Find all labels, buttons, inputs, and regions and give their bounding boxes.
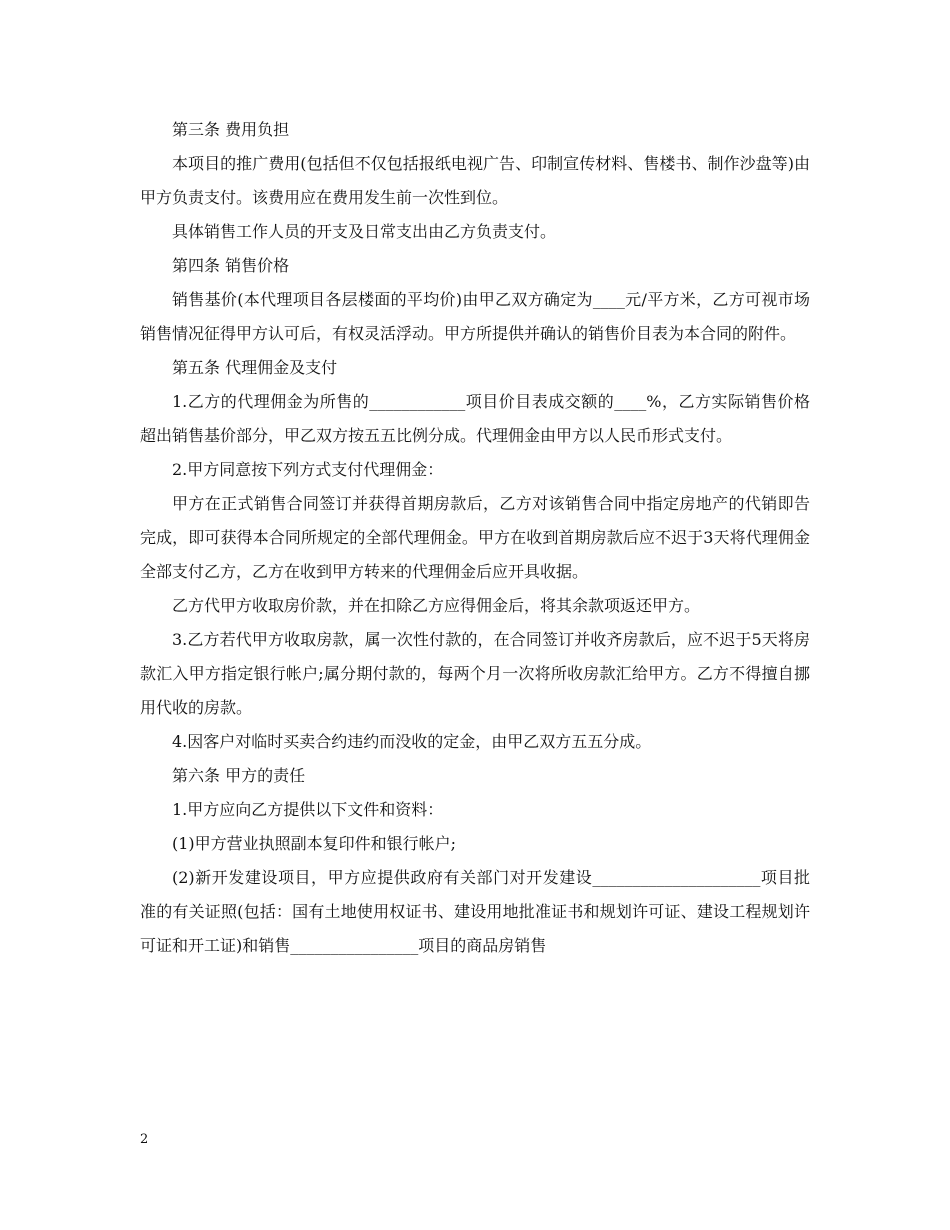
paragraph: 甲方在正式销售合同签订并获得首期房款后，乙方对该销售合同中指定房地产的代销即告完成，即可获得本合同所规定的全部代理佣金。甲方在收到首期房款后应不迟于3天将代理佣金全部支付乙方，乙方在收到甲方转来的代理佣金后应开具收据。 (140, 494, 810, 581)
article-5-heading: 第五条 代理佣金及支付 (172, 358, 338, 377)
paragraph: 具体销售工作人员的开支及日常支出由乙方负责支付。 (172, 222, 557, 241)
paragraph: 本项目的推广费用(包括但不仅包括报纸电视广告、印制宣传材料、售楼书、制作沙盘等)由甲方负责支付。该费用应在费用发生前一次性到位。 (140, 154, 810, 207)
article-4-heading: 第四条 销售价格 (172, 256, 290, 275)
paragraph: 1.甲方应向乙方提供以下文件和资料： (172, 800, 444, 819)
paragraph: 2.甲方同意按下列方式支付代理佣金： (172, 460, 444, 479)
paragraph: 销售基价(本代理项目各层楼面的平均价)由甲乙双方确定为____元/平方米，乙方可视市场销售情况征得甲方认可后，有权灵活浮动。甲方所提供并确认的销售价目表为本合同的附件。 (140, 290, 810, 343)
paragraph: 乙方代甲方收取房价款，并在扣除乙方应得佣金后，将其余款项返还甲方。 (172, 596, 701, 615)
paragraph: 1.乙方的代理佣金为所售的____________项目价目表成交额的____%，乙方实际销售价格超出销售基价部分，甲乙双方按五五比例分成。代理佣金由甲方以人民币形式支付。 (140, 392, 810, 445)
article-3-heading: 第三条 费用负担 (172, 120, 290, 139)
paragraph: 3.乙方若代甲方收取房款，属一次性付款的，在合同签订并收齐房款后，应不迟于5天将房款汇入甲方指定银行帐户;属分期付款的，每两个月一次将所收房款汇给甲方。乙方不得擅自挪用代收的房款。 (140, 630, 810, 717)
paragraph: (2)新开发建设项目，甲方应提供政府有关部门对开发建设_____________________项目批准的有关证照(包括：国有土地使用权证书、建设用地批准证书和规划许可证、建设工程规划许可证和开工证)和销售________________项目的商品房销售 (140, 868, 810, 955)
page-number: 2 (140, 1132, 149, 1147)
paragraph: (1)甲方营业执照副本复印件和银行帐户; (172, 834, 457, 853)
paragraph: 4.因客户对临时买卖合约违约而没收的定金，由甲乙双方五五分成。 (172, 732, 652, 751)
article-6-heading: 第六条 甲方的责任 (172, 766, 306, 785)
document-body (140, 113, 810, 963)
